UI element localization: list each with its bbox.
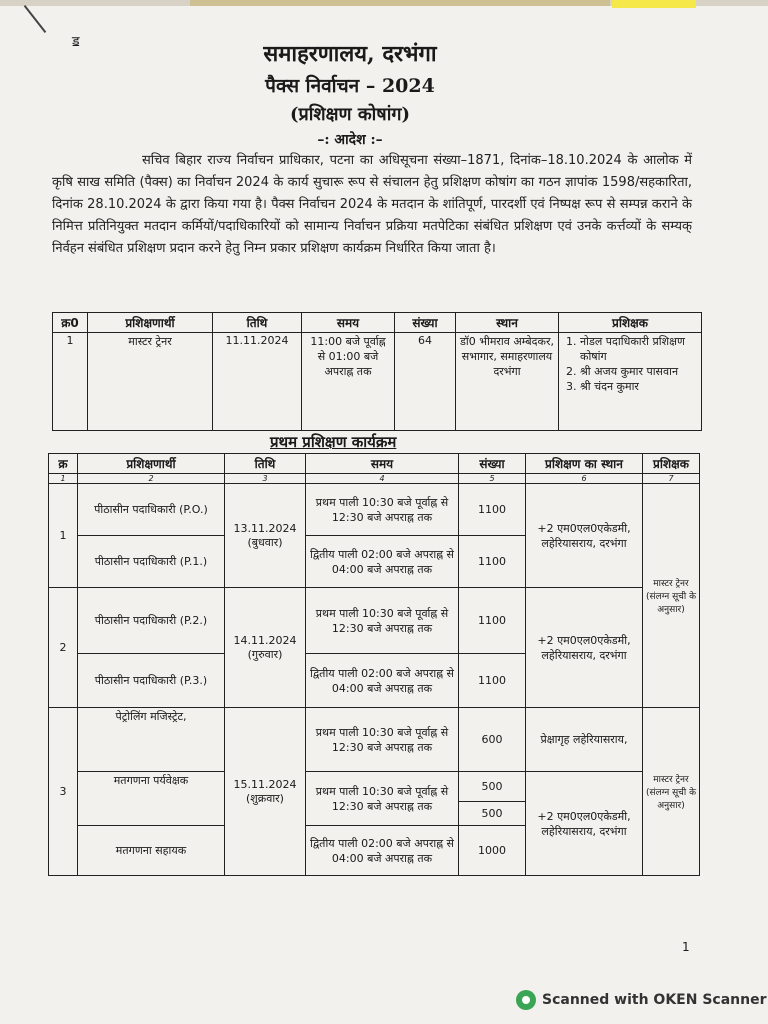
cell-place: प्रेक्षागृह लहेरियासराय, — [526, 708, 643, 772]
corner-mark: ॾ — [72, 34, 80, 50]
list-item: 2. श्री अजय कुमार पासवान — [580, 364, 698, 379]
col-number: 3 — [225, 474, 306, 484]
col-trainee: प्रशिक्षणार्थी — [78, 454, 225, 474]
cell-place: +2 एम0एल0एकेडमी, लहेरियासराय, दरभंगा — [526, 484, 643, 588]
cell-time: द्वितीय पाली 02:00 बजे अपराह्न से 04:00 बजे अपराह्न तक — [306, 654, 459, 708]
cell-date: 15.11.2024 (शुक्रवार) — [225, 708, 306, 876]
cell-time: प्रथम पाली 10:30 बजे पूर्वाह्न से 12:30 बजे अपराह्न तक — [306, 484, 459, 536]
col-time: समय — [302, 313, 395, 333]
list-item: 1. नोडल पदाधिकारी प्रशिक्षण कोषांग — [580, 334, 698, 364]
cell-count: 600 — [459, 708, 526, 772]
cell-sn: 2 — [49, 588, 78, 708]
cell-trainee: पीठासीन पदाधिकारी (P.O.) — [78, 484, 225, 536]
cell-count: 64 — [395, 333, 456, 431]
cell-count: 1100 — [459, 588, 526, 654]
cell-place: डॉ0 भीमराव अम्बेदकर, सभागार, समाहरणालय दरभंगा — [456, 333, 559, 431]
cell-time: प्रथम पाली 10:30 बजे पूर्वाह्न से 12:30 बजे अपराह्न तक — [306, 708, 459, 772]
cell-sn: 1 — [53, 333, 88, 431]
col-sn: क्र0 — [53, 313, 88, 333]
cell-count: 500 — [459, 772, 526, 802]
scanner-label: Scanned with OKEN Scanner — [542, 992, 767, 1008]
table-row — [53, 333, 702, 431]
tape-strip — [190, 0, 610, 6]
cell-time: प्रथम पाली 10:30 बजे पूर्वाह्न से 12:30 बजे अपराह्न तक — [306, 588, 459, 654]
cell-place: +2 एम0एल0एकेडमी, लहेरियासराय, दरभंगा — [526, 772, 643, 876]
cell-time: द्वितीय पाली 02:00 बजे अपराह्न से 04:00 बजे अपराह्न तक — [306, 536, 459, 588]
col-date: तिथि — [225, 454, 306, 474]
order-heading: –: आदेश :– — [317, 132, 383, 148]
cell-place: +2 एम0एल0एकेडमी, लहेरियासराय, दरभंगा — [526, 588, 643, 708]
page-number: 1 — [682, 940, 690, 954]
col-sn: क्र — [49, 454, 78, 474]
column-number-row — [49, 474, 700, 484]
table-row — [49, 772, 700, 802]
table-row — [49, 708, 700, 772]
col-place: प्रशिक्षण का स्थान — [526, 454, 643, 474]
cell-date: 13.11.2024 (बुधवार) — [225, 484, 306, 588]
order-text: सचिव बिहार राज्य निर्वाचन प्राधिकार, पटना का अधिसूचना संख्या–1871, दिनांक–18.10.2024 के आलोक में कृषि साख समिति (पैक्स) का निर्वाचन 2024 के कार्य सुचारू रूप से संचालन हेतु प्रशिक्षण कोषांग का गठन ज्ञापांक 1598/सहकारिता, दिनांक 28.10.2024 के द्वारा किया गया है। पैक्स निर्वाचन 2024 के मतदान के शांतिपूर्ण, पारदर्शी एवं निष्पक्ष रूप से सम्पन्न कराने के निमित्त प्रतिनियुक्त मतदान कर्मियों/पदाधिकारियों को सामान्य निर्वाचन प्रक्रिया मतपेटिका संबंधित प्रशिक्षण एवं उनके कर्त्तव्यों के सम्यक् निर्वहन संबंधित प्रशिक्षण प्रदान करने हेतु निम्न प्रकार प्रशिक्षण कार्यक्रम निर्धारित किया जाता है। — [52, 153, 692, 256]
cell-count: 1000 — [459, 826, 526, 876]
col-trainer: प्रशिक्षक — [559, 313, 702, 333]
cell-trainee: पेट्रोलिंग मजिस्ट्रेट, — [78, 708, 225, 772]
cell-trainee: पीठासीन पदाधिकारी (P.2.) — [78, 588, 225, 654]
cell-count: 500 — [459, 802, 526, 826]
order-paragraph — [52, 150, 692, 260]
col-number: 1 — [49, 474, 78, 484]
cell-trainer: मास्टर ट्रेनर (संलग्न सूची के अनुसार) — [643, 484, 700, 708]
col-number: 5 — [459, 474, 526, 484]
col-number: 6 — [526, 474, 643, 484]
table-header-row — [49, 454, 700, 474]
col-trainee: प्रशिक्षणार्थी — [88, 313, 213, 333]
election-title: पैक्स निर्वाचन – 2024 — [265, 75, 435, 97]
cell-time: 11:00 बजे पूर्वाह्न से 01:00 बजे अपराह्न तक — [302, 333, 395, 431]
cell-date: 14.11.2024 (गुरुवार) — [225, 588, 306, 708]
cell-title: (प्रशिक्षण कोषांग) — [289, 104, 411, 125]
cell-count: 1100 — [459, 536, 526, 588]
col-count: संख्या — [459, 454, 526, 474]
master-trainer-table — [52, 312, 702, 431]
scanner-logo-icon — [516, 990, 536, 1010]
cell-trainers — [559, 333, 702, 431]
col-number: 7 — [643, 474, 700, 484]
table-header-row — [53, 313, 702, 333]
training-program-title: प्रथम प्रशिक्षण कार्यक्रम — [270, 433, 397, 451]
col-date: तिथि — [213, 313, 302, 333]
table-row — [49, 588, 700, 654]
list-item: 3. श्री चंदन कुमार — [580, 379, 698, 394]
cell-count: 1100 — [459, 654, 526, 708]
col-number: 4 — [306, 474, 459, 484]
table-row — [49, 484, 700, 536]
scanner-watermark — [516, 990, 767, 1010]
col-trainer: प्रशिक्षक — [643, 454, 700, 474]
cell-trainee: मतगणना सहायक — [78, 826, 225, 876]
cell-date: 11.11.2024 — [213, 333, 302, 431]
cell-trainee: पीठासीन पदाधिकारी (P.3.) — [78, 654, 225, 708]
cell-time: द्वितीय पाली 02:00 बजे अपराह्न से 04:00 बजे अपराह्न तक — [306, 826, 459, 876]
office-title: समाहरणालय, दरभंगा — [263, 41, 437, 67]
cell-trainer: मास्टर ट्रेनर (संलग्न सूची के अनुसार) — [643, 708, 700, 876]
cell-count: 1100 — [459, 484, 526, 536]
col-number: 2 — [78, 474, 225, 484]
col-place: स्थान — [456, 313, 559, 333]
trainer-list — [562, 334, 698, 394]
cell-time: प्रथम पाली 10:30 बजे पूर्वाह्न से 12:30 बजे अपराह्न तक — [306, 772, 459, 826]
pen-mark — [24, 5, 47, 33]
cell-sn: 1 — [49, 484, 78, 588]
cell-trainee: मास्टर ट्रेनर — [88, 333, 213, 431]
col-time: समय — [306, 454, 459, 474]
yellow-tape — [612, 0, 696, 8]
col-count: संख्या — [395, 313, 456, 333]
cell-sn: 3 — [49, 708, 78, 876]
training-schedule-table — [48, 453, 700, 876]
cell-trainee: पीठासीन पदाधिकारी (P.1.) — [78, 536, 225, 588]
cell-trainee: मतगणना पर्यवेक्षक — [78, 772, 225, 826]
